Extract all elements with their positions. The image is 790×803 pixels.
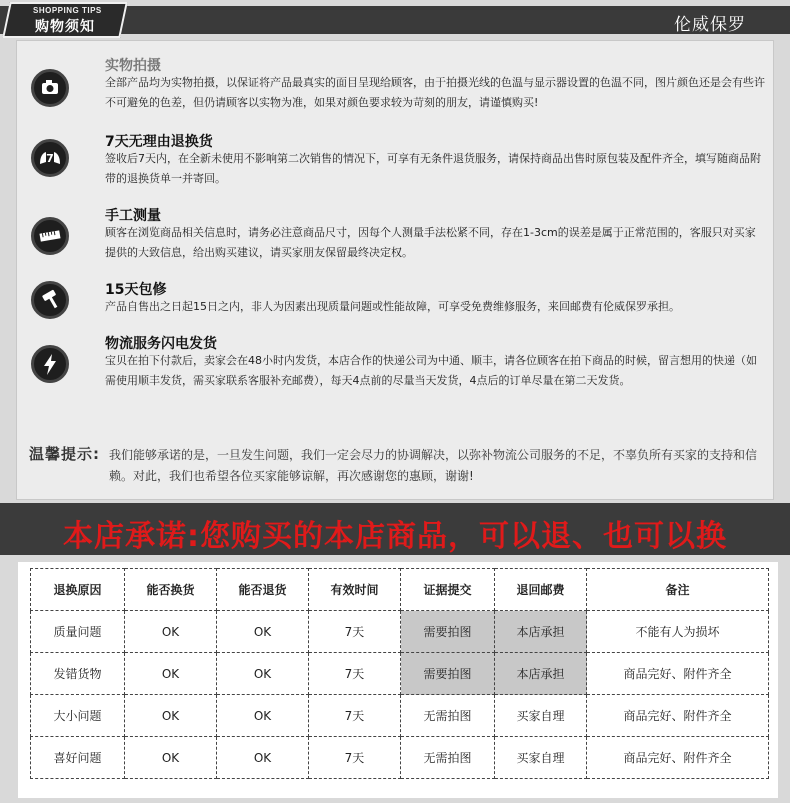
svg-text:7: 7 bbox=[46, 152, 54, 165]
table-cell: 无需拍图 bbox=[401, 695, 495, 737]
table-cell: OK bbox=[217, 695, 309, 737]
table-cell: 7天 bbox=[309, 695, 401, 737]
camera-icon bbox=[31, 69, 69, 107]
table-header: 退回邮费 bbox=[495, 569, 587, 611]
tip-title: 实物拍摄 bbox=[105, 58, 161, 74]
table-cell: OK bbox=[217, 653, 309, 695]
shopping-tips-en: SHOPPING TIPS bbox=[33, 6, 102, 15]
table-row bbox=[31, 653, 769, 695]
table-header: 备注 bbox=[587, 569, 769, 611]
table-cell: 买家自理 bbox=[495, 695, 587, 737]
table-header: 能否退货 bbox=[217, 569, 309, 611]
table-row bbox=[31, 737, 769, 779]
table-header: 有效时间 bbox=[309, 569, 401, 611]
tips-panel bbox=[16, 40, 774, 500]
table-header: 证据提交 bbox=[401, 569, 495, 611]
table-cell: OK bbox=[125, 611, 217, 653]
promise-banner bbox=[0, 503, 790, 555]
table-row bbox=[31, 695, 769, 737]
table-cell: OK bbox=[125, 653, 217, 695]
ruler-icon bbox=[31, 217, 69, 255]
tip-title: 15天包修 bbox=[105, 282, 167, 298]
promise-text: 本店承诺:您购买的本店商品，可以退、也可以换 bbox=[63, 519, 727, 554]
table-cell: 喜好问题 bbox=[31, 737, 125, 779]
tip-text: 签收后7天内，在全新未使用不影响第二次销售的情况下，可享有无条件退货服务，请保持商品出售时原包装及配件齐全，填写随商品附带的退换货单一并寄回。 bbox=[105, 152, 761, 185]
table-cell: 无需拍图 bbox=[401, 737, 495, 779]
table-cell: 7天 bbox=[309, 611, 401, 653]
table-cell: OK bbox=[217, 611, 309, 653]
table-cell: OK bbox=[125, 695, 217, 737]
tip-text: 产品自售出之日起15日之内，非人为因素出现质量问题或性能故障，可享受免费维修服务，来回邮费有伦威保罗承担。 bbox=[105, 300, 680, 313]
table-header: 退换原因 bbox=[31, 569, 125, 611]
seven-day-hands-icon bbox=[31, 139, 69, 177]
table-cell: 7天 bbox=[309, 737, 401, 779]
shopping-tips-cn: 购物须知 bbox=[35, 19, 95, 35]
table-cell: 商品完好、附件齐全 bbox=[587, 653, 769, 695]
tip-text: 宝贝在拍下付款后，卖家会在48小时内发货，本店合作的快递公司为中通、顺丰，请各位顾客在拍下商品的时候，留言想用的快递（如需使用顺丰发货，需买家联系客服补充邮费），每天4点前的尽量当天发货，4点后的订单尽量在第二天发货。 bbox=[105, 354, 757, 387]
tip-title: 7天无理由退换货 bbox=[105, 134, 213, 150]
table-cell: 商品完好、附件齐全 bbox=[587, 695, 769, 737]
notice-label: 温馨提示: bbox=[29, 445, 100, 463]
tip-text: 全部产品均为实物拍摄，以保证将产品最真实的面目呈现给顾客，由于拍摄光线的色温与显示器设置的色温不同，图片颜色还是会有些许不可避免的色差，但仍请顾客以实物为准，如果对颜色要求较为苛刻的朋友，请谨慎购买! bbox=[105, 76, 765, 109]
tip-title: 物流服务闪电发货 bbox=[105, 336, 217, 352]
table-cell: 7天 bbox=[309, 653, 401, 695]
table-cell: 大小问题 bbox=[31, 695, 125, 737]
hammer-icon bbox=[31, 281, 69, 319]
return-policy-table-wrap bbox=[18, 562, 778, 798]
table-cell: 买家自理 bbox=[495, 737, 587, 779]
table-cell: 发错货物 bbox=[31, 653, 125, 695]
table-cell: OK bbox=[217, 737, 309, 779]
table-cell: 本店承担 bbox=[495, 653, 587, 695]
notice-text: 我们能够承诺的是，一旦发生问题，我们一定会尽力的协调解决，以弥补物流公司服务的不足，不辜负所有买家的支持和信赖。对此，我们也希望各位买家能够谅解，再次感谢您的惠顾，谢谢! bbox=[109, 448, 758, 483]
tip-text: 顾客在浏览商品相关信息时，请务必注意商品尺寸，因每个人测量手法松紧不同，存在1-3cm的误差是属于正常范围的，客服只对买家提供的大致信息，给出购买建议，请买家朋友保留最终决定权。 bbox=[105, 226, 756, 259]
table-cell: 商品完好、附件齐全 bbox=[587, 737, 769, 779]
table-cell: 需要拍图 bbox=[401, 653, 495, 695]
brand-name: 伦威保罗 bbox=[674, 15, 746, 35]
tip-title: 手工测量 bbox=[105, 208, 161, 224]
table-header-row bbox=[31, 569, 769, 611]
table-header: 能否换货 bbox=[125, 569, 217, 611]
table-cell: 本店承担 bbox=[495, 611, 587, 653]
lightning-icon bbox=[31, 345, 69, 383]
table-cell: 不能有人为损坏 bbox=[587, 611, 769, 653]
header bbox=[0, 0, 790, 40]
return-policy-table bbox=[30, 568, 769, 779]
table-row bbox=[31, 611, 769, 653]
table-cell: OK bbox=[125, 737, 217, 779]
table-cell: 质量问题 bbox=[31, 611, 125, 653]
table-cell: 需要拍图 bbox=[401, 611, 495, 653]
